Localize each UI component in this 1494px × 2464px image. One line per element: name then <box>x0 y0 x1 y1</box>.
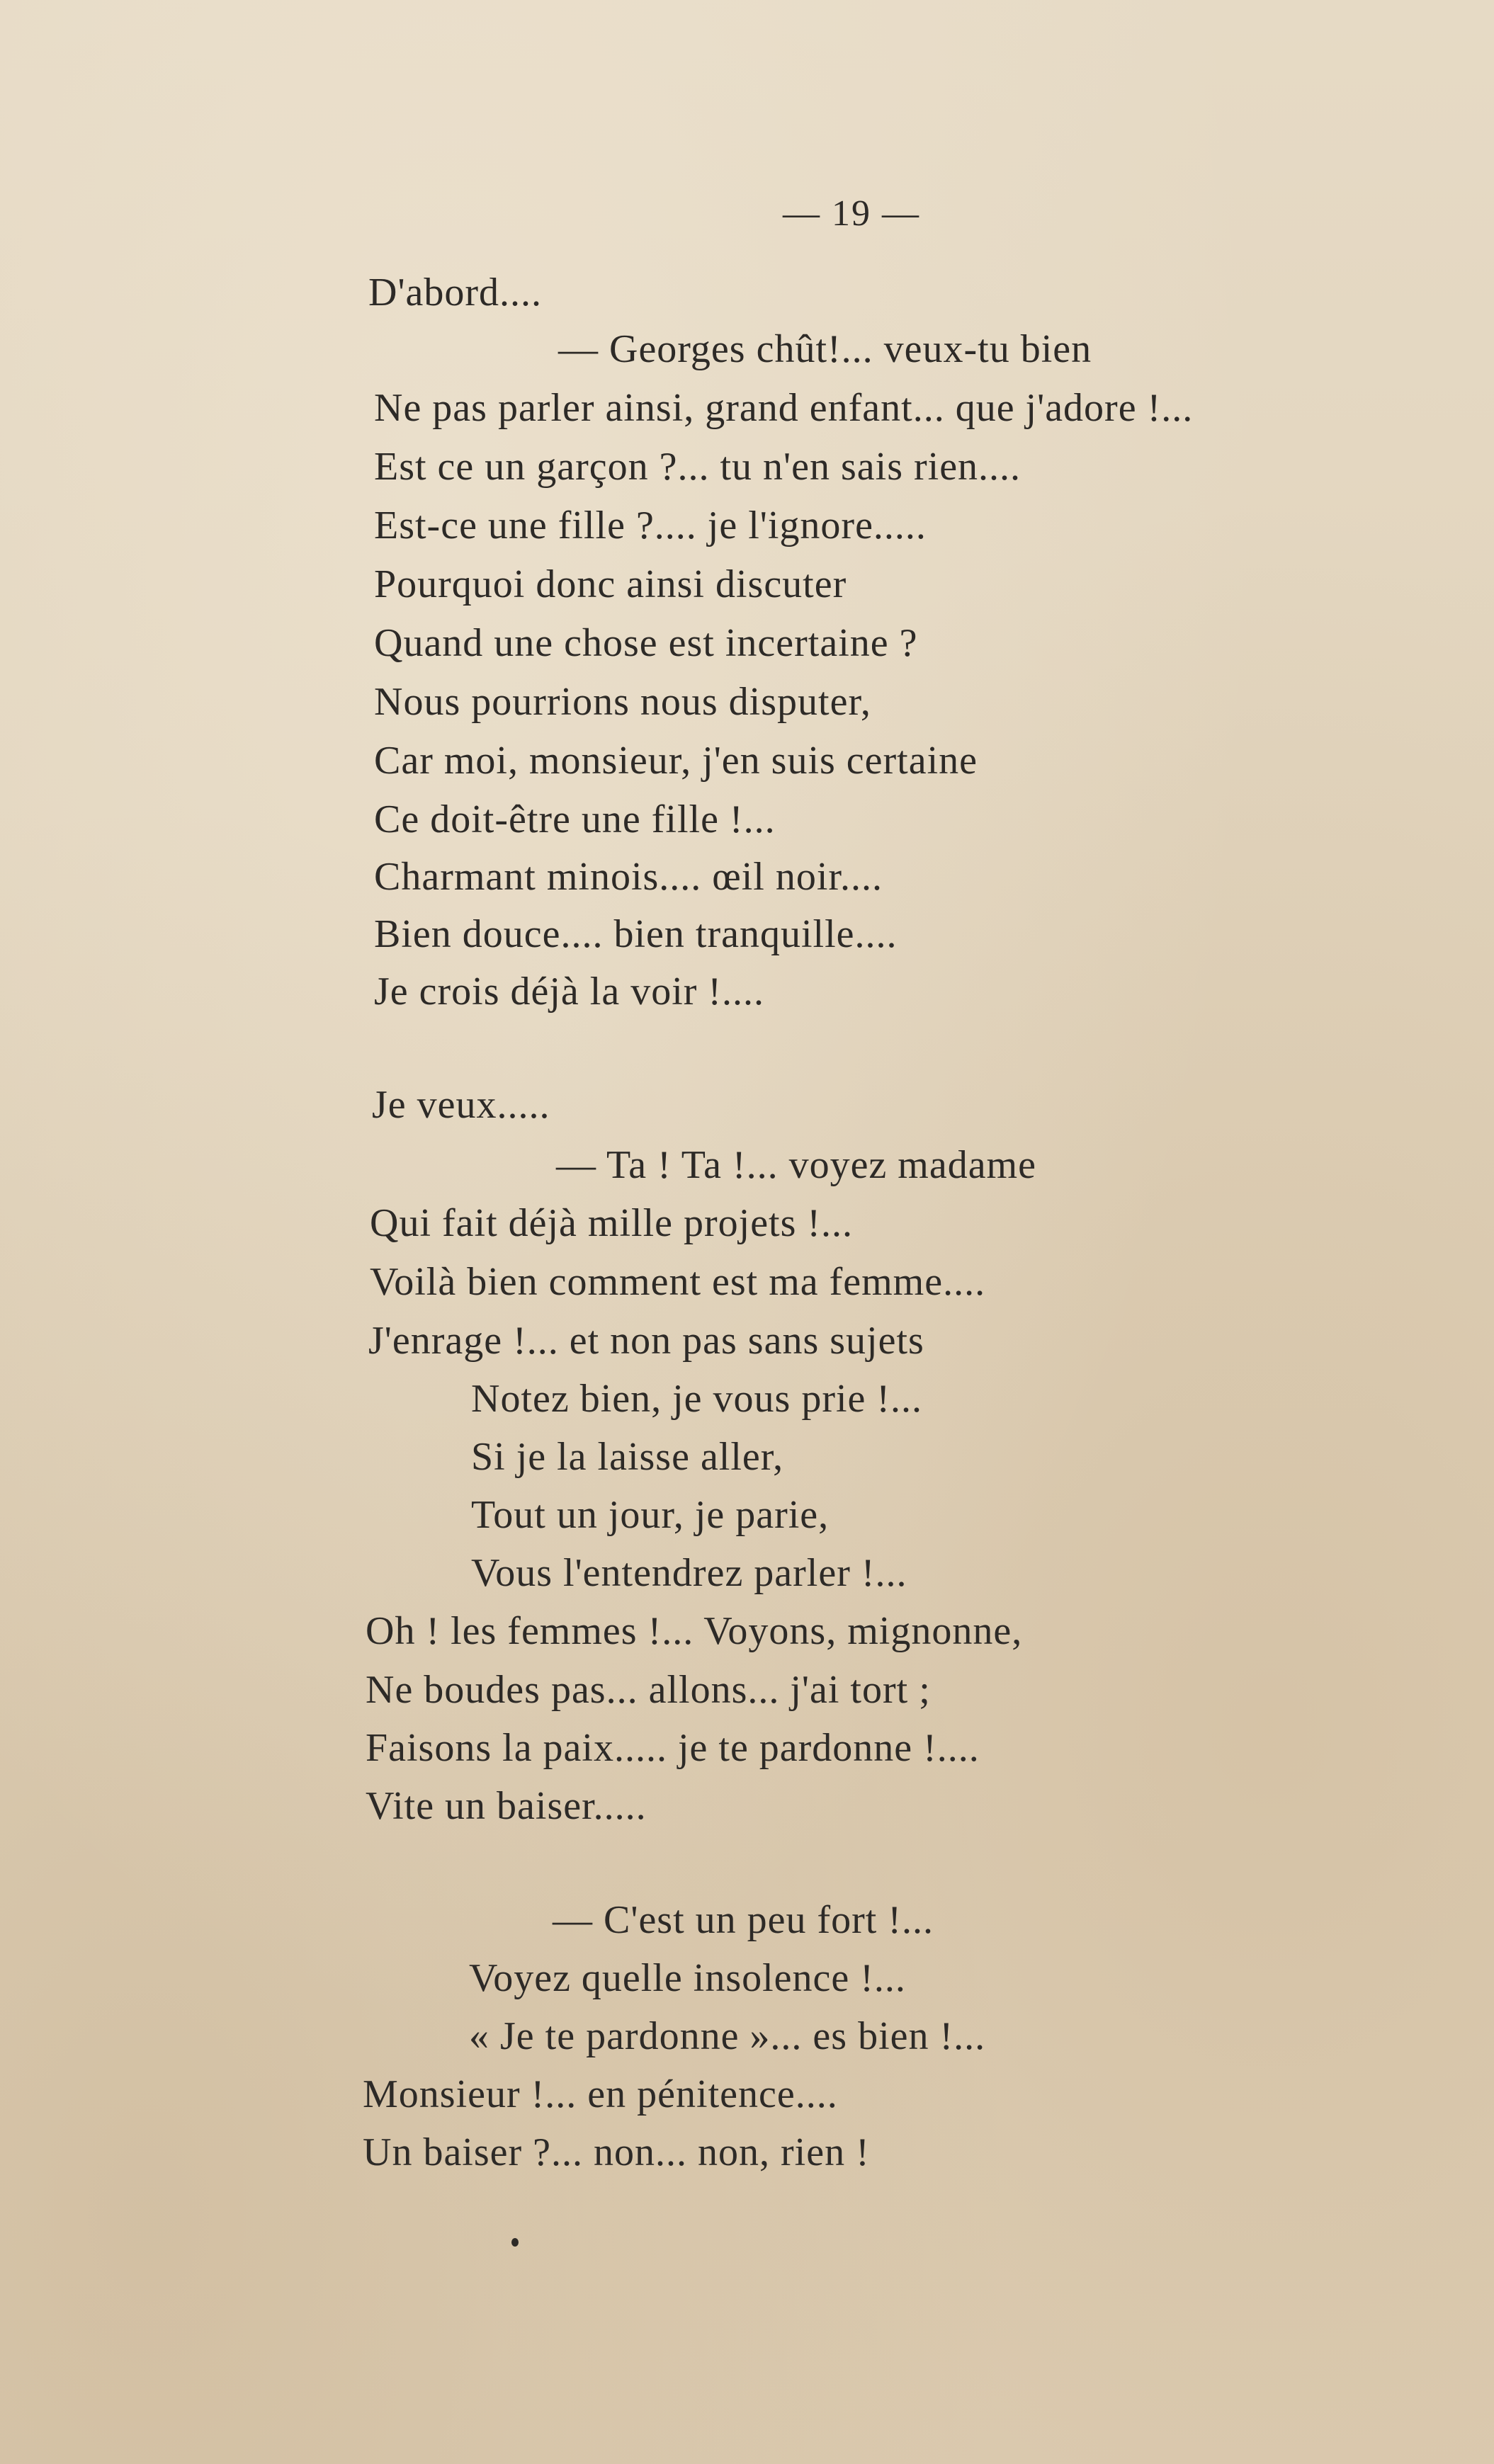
verse-line: Voyez quelle insolence !... <box>469 1956 906 2000</box>
verse-line: Pourquoi donc ainsi discuter <box>374 562 847 606</box>
verse-line: Ce doit-être une fille !... <box>374 797 776 841</box>
verse-line: Est-ce une fille ?.... je l'ignore..... <box>374 504 927 547</box>
verse-line: Qui fait déjà mille projets !... <box>370 1201 854 1245</box>
verse-line: Vous l'entendrez parler !... <box>471 1551 907 1595</box>
verse-line: — Ta ! Ta !... voyez madame <box>556 1143 1036 1187</box>
verse-line: Vite un baiser..... <box>366 1784 647 1828</box>
verse-line: Un baiser ?... non... non, rien ! <box>363 2130 870 2174</box>
verse-line: Quand une chose est incertaine ? <box>374 621 918 665</box>
verse-line: Ne boudes pas... allons... j'ai tort ; <box>366 1668 931 1712</box>
verse-line: Car moi, monsieur, j'en suis certaine <box>374 739 978 783</box>
verse-line: — C'est un peu fort !... <box>553 1898 934 1942</box>
verse-line: Si je la laisse aller, <box>471 1435 784 1479</box>
verse-line: Monsieur !... en pénitence.... <box>363 2072 838 2116</box>
verse-line: Bien douce.... bien tranquille.... <box>374 912 898 956</box>
verse-line: Ne pas parler ainsi, grand enfant... que j'adore !... <box>374 386 1194 430</box>
verse-line: Oh ! les femmes !... Voyons, mignonne, <box>366 1609 1023 1653</box>
verse-line: Charmant minois.... œil noir.... <box>374 855 883 899</box>
verse-line: Nous pourrions nous disputer, <box>374 680 871 724</box>
ink-spot <box>511 2238 519 2247</box>
verse-line: Tout un jour, je parie, <box>471 1493 830 1537</box>
verse-line: Notez bien, je vous prie !... <box>471 1377 923 1421</box>
verse-line: Je crois déjà la voir !.... <box>374 970 765 1014</box>
verse-line: Est ce un garçon ?... tu n'en sais rien.... <box>374 445 1022 489</box>
verse-line: D'abord.... <box>368 271 543 314</box>
verse-line: Voilà bien comment est ma femme.... <box>370 1260 986 1304</box>
page-number: — 19 — <box>783 193 920 234</box>
verse-line: J'enrage !... et non pas sans sujets <box>368 1319 924 1363</box>
verse-line: « Je te pardonne »... es bien !... <box>469 2014 986 2058</box>
verse-line: — Georges chût!... veux-tu bien <box>558 327 1092 371</box>
verse-line: Faisons la paix..... je te pardonne !.... <box>366 1726 980 1770</box>
verse-line: Je veux..... <box>372 1083 550 1127</box>
